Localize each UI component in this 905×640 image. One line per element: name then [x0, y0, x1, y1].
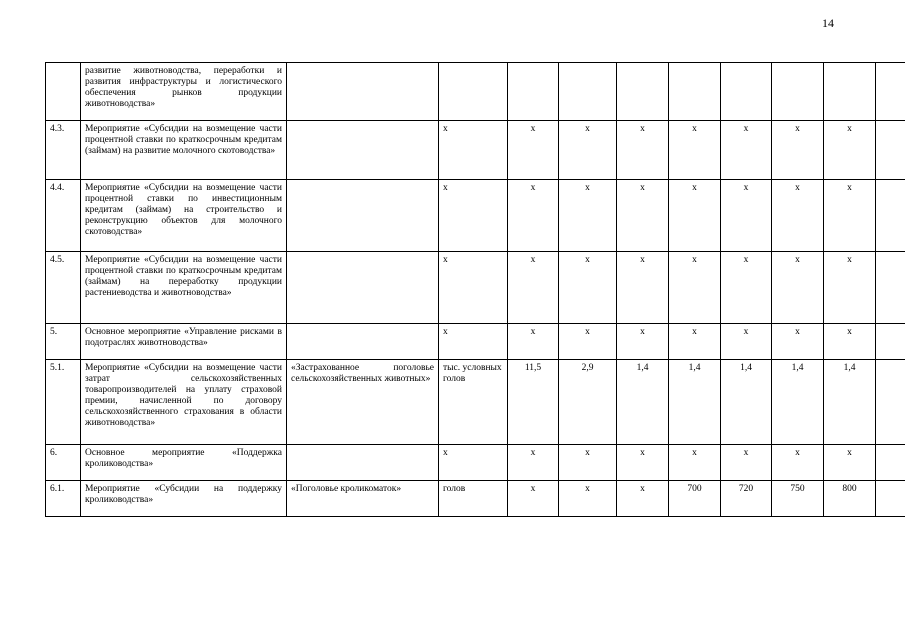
unit-cell: x [439, 252, 508, 324]
table-row [46, 252, 905, 324]
value-cell: x [669, 252, 721, 324]
value-cell: 1,4 [824, 360, 876, 445]
value-cell [876, 360, 905, 445]
value-cell: 720 [721, 481, 772, 517]
value-cell: x [559, 481, 617, 517]
value-cell: 1,4 [617, 360, 669, 445]
measure-name: Мероприятие «Субсидии на возмещение части процентной ставки по краткосрочным кредитам (займам) на переработку продукции растениеводства и животноводства» [81, 252, 287, 324]
value-cell [559, 63, 617, 121]
value-cell [876, 481, 905, 517]
value-cell: x [721, 121, 772, 180]
value-cell [876, 252, 905, 324]
measure-name: Мероприятие «Субсидии на возмещение части процентной ставки по краткосрочным кредитам (займам) на развитие молочного скотоводства» [81, 121, 287, 180]
value-cell: x [559, 252, 617, 324]
row-number: 5. [46, 324, 81, 360]
value-cell: x [772, 324, 824, 360]
value-cell [876, 445, 905, 481]
indicator-name [287, 63, 439, 121]
measure-name: развитие животноводства, переработки и развития инфраструктуры и логистического обеспечения рынков продукции животноводства» [81, 63, 287, 121]
value-cell [772, 63, 824, 121]
value-cell: x [559, 180, 617, 252]
table-row [46, 360, 905, 445]
value-cell: 700 [669, 481, 721, 517]
value-cell: 1,4 [669, 360, 721, 445]
value-cell: x [559, 445, 617, 481]
value-cell: x [617, 445, 669, 481]
value-cell: x [559, 121, 617, 180]
table-row [46, 324, 905, 360]
value-cell: x [824, 180, 876, 252]
value-cell [721, 63, 772, 121]
row-number [46, 63, 81, 121]
value-cell: x [508, 445, 559, 481]
value-cell: x [824, 252, 876, 324]
value-cell: 2,9 [559, 360, 617, 445]
unit-cell: x [439, 445, 508, 481]
value-cell [876, 63, 905, 121]
value-cell: x [508, 180, 559, 252]
measure-name: Основное мероприятие «Управление рисками в подотраслях животноводства» [81, 324, 287, 360]
value-cell: x [617, 121, 669, 180]
value-cell: x [669, 324, 721, 360]
value-cell [876, 121, 905, 180]
value-cell: 750 [772, 481, 824, 517]
value-cell: x [617, 324, 669, 360]
value-cell: x [617, 481, 669, 517]
value-cell: x [824, 445, 876, 481]
indicator-name: «Поголовье кроликоматок» [287, 481, 439, 517]
value-cell: x [617, 252, 669, 324]
value-cell [824, 63, 876, 121]
value-cell: x [824, 324, 876, 360]
value-cell: x [508, 481, 559, 517]
value-cell [508, 63, 559, 121]
value-cell: 11,5 [508, 360, 559, 445]
measures-table [45, 62, 905, 517]
table-row [46, 445, 905, 481]
value-cell: x [669, 445, 721, 481]
unit-cell [439, 63, 508, 121]
unit-cell: x [439, 121, 508, 180]
row-number: 6.1. [46, 481, 81, 517]
unit-cell: x [439, 324, 508, 360]
value-cell: x [721, 180, 772, 252]
indicator-name [287, 324, 439, 360]
value-cell: 800 [824, 481, 876, 517]
table-row [46, 121, 905, 180]
row-number: 6. [46, 445, 81, 481]
value-cell: x [669, 180, 721, 252]
value-cell [876, 180, 905, 252]
value-cell: x [721, 252, 772, 324]
value-cell: x [508, 324, 559, 360]
indicator-name: «Застрахованное поголовье сельскохозяйственных животных» [287, 360, 439, 445]
row-number: 4.5. [46, 252, 81, 324]
page-number: 14 [822, 16, 834, 30]
measure-name: Мероприятие «Субсидии на поддержку кролиководства» [81, 481, 287, 517]
value-cell: x [669, 121, 721, 180]
unit-cell: x [439, 180, 508, 252]
value-cell [617, 63, 669, 121]
value-cell: x [772, 445, 824, 481]
value-cell: x [772, 252, 824, 324]
table-row [46, 63, 905, 121]
value-cell: x [617, 180, 669, 252]
unit-cell: тыс. условных голов [439, 360, 508, 445]
value-cell: x [772, 121, 824, 180]
measure-name: Мероприятие «Субсидии на возмещение части процентной ставки по инвестиционным кредитам (займам) на строительство и реконструкцию объектов для молочного скотоводства» [81, 180, 287, 252]
row-number: 4.4. [46, 180, 81, 252]
value-cell: x [508, 252, 559, 324]
value-cell: 1,4 [772, 360, 824, 445]
indicator-name [287, 180, 439, 252]
measure-name: Мероприятие «Субсидии на возмещение части затрат сельскохозяйственных товаропроизводителей на уплату страховой премии, начисленной по договору сельскохозяйственного страхования в области животноводства» [81, 360, 287, 445]
value-cell: x [721, 324, 772, 360]
value-cell: x [772, 180, 824, 252]
value-cell [876, 324, 905, 360]
indicator-name [287, 121, 439, 180]
value-cell: x [559, 324, 617, 360]
value-cell [669, 63, 721, 121]
value-cell: x [508, 121, 559, 180]
indicator-name [287, 252, 439, 324]
row-number: 5.1. [46, 360, 81, 445]
table-row [46, 180, 905, 252]
table-row [46, 481, 905, 517]
value-cell: x [824, 121, 876, 180]
value-cell: 1,4 [721, 360, 772, 445]
measure-name: Основное мероприятие «Поддержка кролиководства» [81, 445, 287, 481]
unit-cell: голов [439, 481, 508, 517]
value-cell: x [721, 445, 772, 481]
row-number: 4.3. [46, 121, 81, 180]
indicator-name [287, 445, 439, 481]
